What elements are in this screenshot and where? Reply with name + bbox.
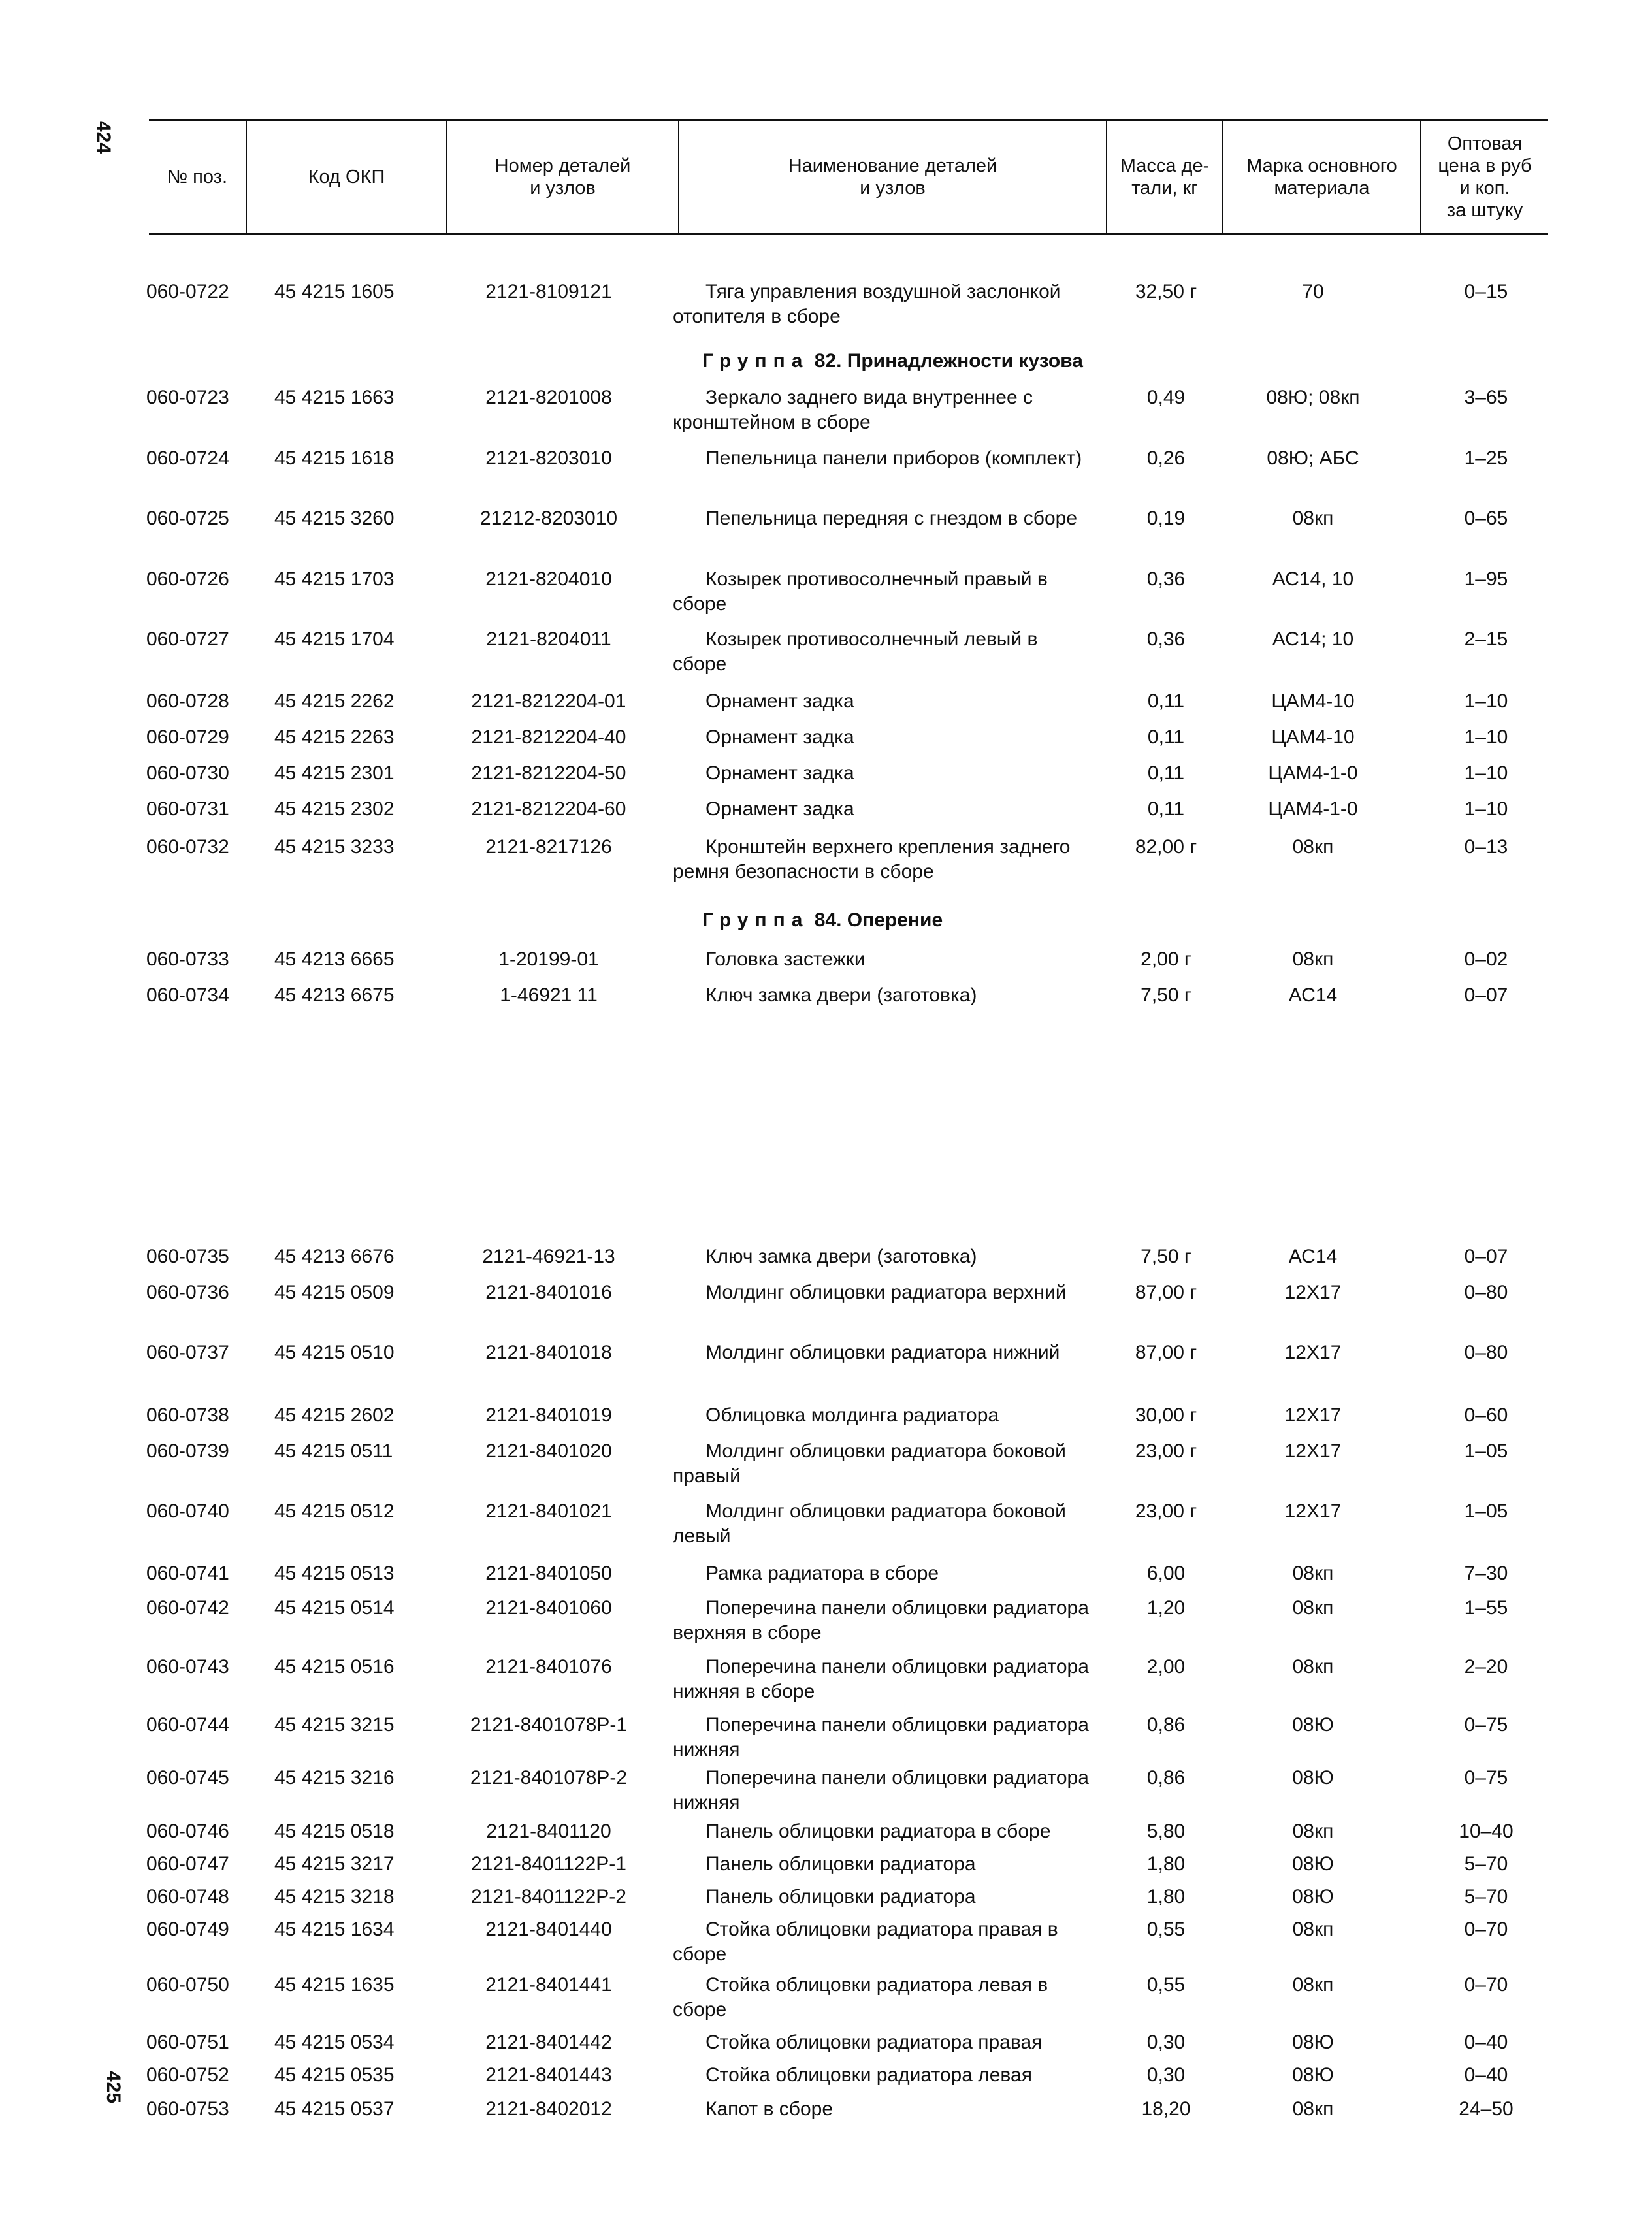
row-okp: 45 4215 3215 (274, 1714, 395, 1736)
row-material: 12Х17 (1284, 1342, 1342, 1363)
row-part-number: 1-20199-01 (498, 948, 599, 970)
row-pos: 060-0753 (146, 2098, 229, 2120)
row-material: 08Ю (1292, 1886, 1334, 1907)
row-mass: 87,00 г (1135, 1342, 1197, 1363)
row-okp: 45 4215 0537 (274, 2098, 395, 2120)
row-part-number: 2121-8401076 (485, 1656, 612, 1678)
row-okp: 45 4215 2602 (274, 1404, 395, 1426)
row-part-name: Орнамент задка (705, 690, 854, 712)
row-part-name: Молдинг облицовки радиатора боковой правый (673, 1440, 1066, 1487)
row-pos: 060-0742 (146, 1597, 229, 1619)
row-pos: 060-0747 (146, 1853, 229, 1875)
row-price: 0–75 (1464, 1714, 1508, 1736)
row-part-name: Козырек противосолнечный левый в сборе (673, 628, 1038, 675)
header-pos: № поз. (167, 167, 228, 187)
row-okp: 45 4215 0511 (274, 1440, 393, 1462)
row-part-number: 2121-8401122Р-2 (471, 1886, 626, 1907)
row-part-number: 2121-8109121 (485, 281, 612, 302)
row-okp: 45 4213 6665 (274, 948, 395, 970)
row-mass: 82,00 г (1135, 836, 1197, 858)
row-material: 08Ю (1292, 2064, 1334, 2086)
row-mass: 0,36 (1146, 628, 1186, 650)
row-part-number: 2121-8212204-50 (471, 762, 626, 784)
row-material: ЦАМ4-10 (1271, 726, 1355, 748)
row-part-name: Пепельница панели приборов (комплект) (705, 447, 1082, 469)
row-price: 0–13 (1464, 836, 1508, 858)
row-pos: 060-0741 (146, 1563, 229, 1584)
row-okp: 45 4215 2262 (274, 690, 395, 712)
row-mass: 0,11 (1147, 798, 1185, 820)
row-part-number: 2121-8203010 (485, 447, 612, 469)
row-mass: 1,80 (1146, 1853, 1186, 1875)
row-part-number: 2121-8204010 (485, 568, 612, 590)
row-part-name: Стойка облицовки радиатора правая в сборе (673, 1919, 1058, 1965)
row-part-number: 2121-8201008 (485, 387, 612, 408)
row-okp: 45 4215 0510 (274, 1342, 395, 1363)
row-material: 12Х17 (1284, 1404, 1342, 1426)
row-mass: 18,20 (1141, 2098, 1191, 2120)
header-part-name: Наименование деталей и узлов (678, 121, 1106, 233)
row-mass: 5,80 (1146, 1821, 1186, 1842)
row-okp: 45 4215 1703 (274, 568, 395, 590)
group-title: 84. Оперение (809, 909, 943, 931)
row-okp: 45 4215 3233 (274, 836, 395, 858)
row-price: 0–40 (1464, 2064, 1508, 2086)
row-pos: 060-0726 (146, 568, 229, 590)
row-pos: 060-0730 (146, 762, 229, 784)
row-mass: 87,00 г (1135, 1282, 1197, 1303)
row-okp: 45 4215 0514 (274, 1597, 395, 1619)
row-part-name: Тяга управления воздушной заслонкой отопителя в сборе (673, 281, 1061, 327)
row-okp: 45 4215 2263 (274, 726, 395, 748)
row-pos: 060-0750 (146, 1974, 229, 1996)
row-mass: 0,86 (1146, 1714, 1186, 1736)
row-mass: 0,86 (1146, 1767, 1186, 1789)
row-okp: 45 4215 1635 (274, 1974, 395, 1996)
row-okp: 45 4215 2302 (274, 798, 395, 820)
row-mass: 0,36 (1146, 568, 1186, 590)
row-pos: 060-0733 (146, 948, 229, 970)
row-part-number: 2121-8401078Р-1 (470, 1714, 628, 1736)
row-material: 08Ю (1292, 2032, 1334, 2053)
row-mass: 2,00 г (1141, 948, 1191, 970)
row-okp: 45 4215 1704 (274, 628, 395, 650)
row-pos: 060-0749 (146, 1919, 229, 1940)
row-okp: 45 4215 0509 (274, 1282, 395, 1303)
header-okp: Код ОКП (246, 121, 446, 233)
row-okp: 45 4215 1605 (274, 281, 395, 302)
row-part-name: Орнамент задка (705, 762, 854, 784)
row-part-name: Ключ замка двери (заготовка) (705, 1246, 977, 1267)
row-pos: 060-0729 (146, 726, 229, 748)
row-part-name: Головка застежки (705, 948, 866, 970)
row-price: 3–65 (1464, 387, 1508, 408)
row-pos: 060-0738 (146, 1404, 229, 1426)
row-material: 08Ю (1292, 1853, 1334, 1875)
row-material: 08Ю; 08кп (1266, 387, 1360, 408)
row-material: АС14 (1288, 984, 1338, 1006)
row-okp: 45 4215 3216 (274, 1767, 395, 1789)
row-pos: 060-0723 (146, 387, 229, 408)
row-mass: 7,50 г (1141, 1246, 1191, 1267)
row-part-name: Поперечина панели облицовки радиатора нижняя (673, 1714, 1089, 1760)
row-okp: 45 4215 3260 (274, 508, 395, 529)
row-price: 0–80 (1464, 1342, 1508, 1363)
row-material: 08кп (1292, 1974, 1334, 1996)
row-part-name: Зеркало заднего вида внутреннее с кронштейном в сборе (673, 387, 1033, 433)
row-mass: 7,50 г (1141, 984, 1191, 1006)
row-pos: 060-0745 (146, 1767, 229, 1789)
row-material: ЦАМ4-1-0 (1268, 762, 1358, 784)
row-part-name: Капот в сборе (705, 2098, 834, 2120)
row-part-name: Молдинг облицовки радиатора верхний (705, 1282, 1067, 1303)
row-okp: 45 4213 6675 (274, 984, 395, 1006)
row-pos: 060-0746 (146, 1821, 229, 1842)
row-pos: 060-0724 (146, 447, 229, 469)
header-material: Марка основного материала (1222, 121, 1420, 233)
row-part-number: 2121-8401019 (485, 1404, 612, 1426)
row-part-name: Поперечина панели облицовки радиатора нижняя в сборе (673, 1656, 1089, 1702)
row-part-number: 2121-8401060 (485, 1597, 612, 1619)
row-part-number: 2121-8401016 (485, 1282, 612, 1303)
row-material: АС14, 10 (1272, 568, 1354, 590)
row-mass: 23,00 г (1135, 1500, 1197, 1522)
row-pos: 060-0739 (146, 1440, 229, 1462)
row-part-number: 1-46921 11 (500, 984, 598, 1006)
row-mass: 0,11 (1147, 762, 1185, 784)
row-material: 08кп (1292, 1821, 1334, 1842)
row-price: 2–15 (1464, 628, 1508, 650)
row-part-name: Стойка облицовки радиатора левая в сборе (673, 1974, 1048, 2020)
row-mass: 1,80 (1146, 1886, 1186, 1907)
row-price: 0–65 (1464, 508, 1508, 529)
row-mass: 0,30 (1146, 2032, 1186, 2053)
row-part-name: Облицовка молдинга радиатора (705, 1404, 999, 1426)
row-price: 1–10 (1464, 762, 1508, 784)
row-part-name: Орнамент задка (705, 798, 854, 820)
group-title: 82. Принадлежности кузова (809, 350, 1083, 372)
row-part-number: 2121-8401443 (485, 2064, 612, 2086)
row-part-name: Рамка радиатора в сборе (705, 1563, 939, 1584)
row-price: 7–30 (1464, 1563, 1508, 1584)
row-price: 1–55 (1464, 1597, 1508, 1619)
row-material: 08Ю (1292, 1714, 1334, 1736)
row-material: АС14 (1288, 1246, 1338, 1267)
row-part-number: 2121-8401020 (485, 1440, 612, 1462)
header-mass: Масса де- тали, кг (1106, 121, 1222, 233)
row-okp: 45 4215 3218 (274, 1886, 395, 1907)
row-part-name: Панель облицовки радиатора (705, 1886, 976, 1907)
row-part-number: 2121-8401122Р-1 (471, 1853, 626, 1875)
row-price: 0–75 (1464, 1767, 1508, 1789)
row-part-number: 21212-8203010 (479, 508, 618, 529)
row-part-name: Поперечина панели облицовки радиатора нижняя (673, 1767, 1089, 1813)
row-material: ЦАМ4-10 (1271, 690, 1355, 712)
row-material: 08Ю; АБС (1267, 447, 1359, 469)
group-label: Группа (702, 350, 809, 372)
row-part-name: Молдинг облицовки радиатора нижний (705, 1342, 1060, 1363)
row-part-name: Панель облицовки радиатора (705, 1853, 976, 1875)
row-okp: 45 4215 0518 (274, 1821, 395, 1842)
group-heading-84 (702, 909, 943, 932)
row-price: 1–95 (1464, 568, 1508, 590)
row-part-number: 2121-8217126 (485, 836, 612, 858)
row-part-name: Пепельница передняя с гнездом в сборе (705, 508, 1078, 529)
row-material: 70 (1302, 281, 1324, 302)
row-part-number: 2121-8401078Р-2 (470, 1767, 628, 1789)
row-pos: 060-0752 (146, 2064, 229, 2086)
row-mass: 2,00 (1146, 1656, 1186, 1678)
row-part-name: Стойка облицовки радиатора левая (705, 2064, 1032, 2086)
row-okp: 45 4215 0535 (274, 2064, 395, 2086)
row-pos: 060-0722 (146, 281, 229, 302)
row-okp: 45 4215 1634 (274, 1919, 395, 1940)
row-okp: 45 4215 0534 (274, 2032, 395, 2053)
row-part-number: 2121-8401018 (485, 1342, 612, 1363)
row-pos: 060-0743 (146, 1656, 229, 1678)
row-material: 12Х17 (1284, 1500, 1342, 1522)
row-price: 0–70 (1464, 1919, 1508, 1940)
row-price: 0–02 (1464, 948, 1508, 970)
row-part-number: 2121-8212204-40 (471, 726, 626, 748)
row-pos: 060-0728 (146, 690, 229, 712)
row-price: 1–10 (1464, 798, 1508, 820)
row-price: 0–07 (1464, 1246, 1508, 1267)
row-material: 08кп (1292, 1597, 1334, 1619)
row-pos: 060-0737 (146, 1342, 229, 1363)
row-material: 08кп (1292, 1656, 1334, 1678)
header-part-number: Номер деталей и узлов (446, 121, 678, 233)
row-part-number: 2121-8204011 (486, 628, 611, 650)
row-mass: 1,20 (1146, 1597, 1186, 1619)
row-price: 1–05 (1464, 1440, 1508, 1462)
row-material: 08кп (1292, 508, 1334, 529)
row-part-number: 2121-8212204-60 (471, 798, 626, 820)
row-mass: 32,50 г (1135, 281, 1197, 302)
page-number-bottom: 425 (103, 2071, 124, 2104)
row-material: 08кп (1292, 1919, 1334, 1940)
row-okp: 45 4215 1618 (274, 447, 395, 469)
row-mass: 0,11 (1147, 690, 1185, 712)
row-part-number: 2121-8401440 (485, 1919, 612, 1940)
row-price: 0–15 (1464, 281, 1508, 302)
group-heading-82 (702, 350, 1083, 372)
row-part-name: Поперечина панели облицовки радиатора верхняя в сборе (673, 1597, 1089, 1644)
row-price: 0–80 (1464, 1282, 1508, 1303)
row-pos: 060-0740 (146, 1500, 229, 1522)
row-okp: 45 4213 6676 (274, 1246, 395, 1267)
row-part-number: 2121-8212204-01 (471, 690, 626, 712)
table-header (149, 119, 1548, 235)
row-part-name: Панель облицовки радиатора в сборе (705, 1821, 1051, 1842)
row-mass: 0,55 (1146, 1974, 1186, 1996)
row-price: 10–40 (1459, 1821, 1514, 1842)
row-material: 08кп (1292, 836, 1334, 858)
page-number-top: 424 (93, 121, 114, 154)
row-okp: 45 4215 1663 (274, 387, 395, 408)
row-pos: 060-0735 (146, 1246, 229, 1267)
row-okp: 45 4215 0512 (274, 1500, 395, 1522)
row-part-number: 2121-8402012 (485, 2098, 612, 2120)
row-mass: 0,26 (1146, 447, 1186, 469)
row-price: 0–70 (1464, 1974, 1508, 1996)
row-part-number: 2121-8401441 (485, 1974, 612, 1996)
row-price: 5–70 (1464, 1886, 1508, 1907)
row-price: 1–25 (1464, 447, 1508, 469)
row-mass: 0,55 (1146, 1919, 1186, 1940)
row-part-name: Орнамент задка (705, 726, 854, 748)
row-pos: 060-0727 (146, 628, 229, 650)
row-price: 24–50 (1459, 2098, 1514, 2120)
row-part-name: Молдинг облицовки радиатора боковой левый (673, 1500, 1066, 1547)
row-okp: 45 4215 3217 (274, 1853, 395, 1875)
row-part-name: Кронштейн верхнего крепления заднего ремня безопасности в сборе (673, 836, 1071, 883)
row-pos: 060-0734 (146, 984, 229, 1006)
row-price: 1–10 (1464, 690, 1508, 712)
row-mass: 0,11 (1147, 726, 1185, 748)
row-pos: 060-0744 (146, 1714, 229, 1736)
row-part-number: 2121-8401442 (485, 2032, 612, 2053)
row-pos: 060-0736 (146, 1282, 229, 1303)
row-price: 0–40 (1464, 2032, 1508, 2053)
row-material: 08кп (1292, 948, 1334, 970)
row-price: 0–60 (1464, 1404, 1508, 1426)
row-price: 1–05 (1464, 1500, 1508, 1522)
row-material: 12Х17 (1284, 1282, 1342, 1303)
row-material: 08Ю (1292, 1767, 1334, 1789)
row-pos: 060-0748 (146, 1886, 229, 1907)
row-part-name: Ключ замка двери (заготовка) (705, 984, 977, 1006)
row-price: 1–10 (1464, 726, 1508, 748)
row-price: 5–70 (1464, 1853, 1508, 1875)
row-pos: 060-0725 (146, 508, 229, 529)
row-mass: 23,00 г (1135, 1440, 1197, 1462)
row-material: ЦАМ4-1-0 (1268, 798, 1358, 820)
row-mass: 30,00 г (1135, 1404, 1197, 1426)
row-part-name: Козырек противосолнечный правый в сборе (673, 568, 1048, 615)
row-part-number: 2121-46921-13 (482, 1246, 615, 1267)
row-price: 0–07 (1464, 984, 1508, 1006)
row-material: АС14; 10 (1272, 628, 1354, 650)
row-okp: 45 4215 2301 (274, 762, 395, 784)
row-part-number: 2121-8401021 (485, 1500, 612, 1522)
row-mass: 0,19 (1146, 508, 1186, 529)
row-mass: 0,49 (1146, 387, 1186, 408)
row-part-number: 2121-8401050 (485, 1563, 612, 1584)
row-mass: 6,00 (1146, 1563, 1186, 1584)
row-pos: 060-0732 (146, 836, 229, 858)
row-part-number: 2121-8401120 (486, 1821, 611, 1842)
header-price: Оптовая цена в руб и коп. за штуку (1420, 121, 1548, 233)
group-label: Группа (702, 909, 809, 931)
row-mass: 0,30 (1146, 2064, 1186, 2086)
row-price: 2–20 (1464, 1656, 1508, 1678)
row-material: 08кп (1292, 2098, 1334, 2120)
row-part-name: Стойка облицовки радиатора правая (705, 2032, 1043, 2053)
row-pos: 060-0731 (146, 798, 229, 820)
row-okp: 45 4215 0513 (274, 1563, 395, 1584)
row-material: 08кп (1292, 1563, 1334, 1584)
row-pos: 060-0751 (146, 2032, 229, 2053)
row-okp: 45 4215 0516 (274, 1656, 395, 1678)
row-material: 12Х17 (1284, 1440, 1342, 1462)
